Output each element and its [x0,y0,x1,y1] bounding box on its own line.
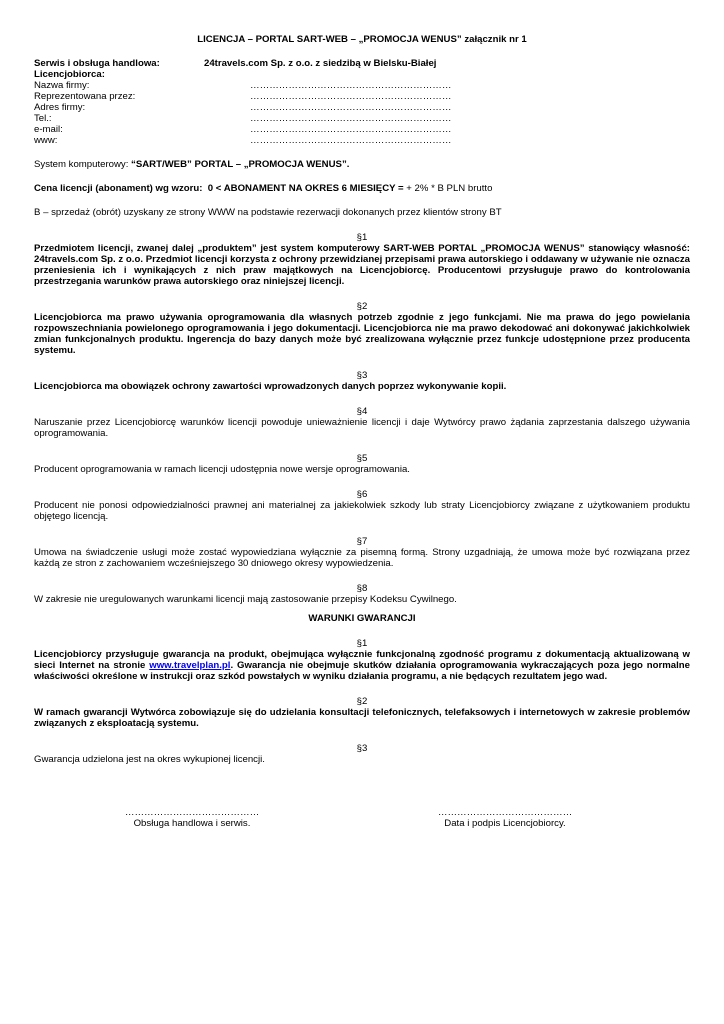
field-label: Reprezentowana przez: [34,91,136,102]
licensee-fields [34,80,690,146]
field-value: ……………………………………………………… [250,102,452,113]
warranty-heading: WARUNKI GWARANCJI [308,613,416,624]
section-1 [34,232,690,287]
field-label: www: [34,135,58,146]
licensee-field [34,113,690,124]
field-label: Tel.: [34,113,52,124]
signature-right [405,808,605,829]
licensee-field [34,135,690,146]
travelplan-link[interactable]: www.travelplan.pl [149,660,231,671]
warranty-section-2 [34,696,690,729]
section-text: Licencjobiorca ma obowiązek ochrony zawartości wprowadzonych danych poprzez wykonywanie kopii. [34,381,507,392]
field-value: ……………………………………………………… [250,80,452,91]
service-label: Serwis i obsługa handlowa: [34,58,160,69]
warranty-section-3 [34,743,690,765]
price-formula: 0 < ABONAMENT NA OKRES 6 MIESIĘCY = [207,183,404,194]
section-text [34,649,690,682]
section-8 [34,583,690,605]
system-line [34,159,690,170]
signature-line: …………………………………… [124,807,260,818]
price-label: Cena licencji (abonament) wg wzoru: [34,183,203,194]
licensee-heading: Licencjobiorca: [34,69,105,80]
section-number: §5 [356,453,368,464]
signature-label: Obsługa handlowa i serwis. [133,818,251,829]
section-text: W zakresie nie uregulowanych warunkami licencji mają zastosowanie przepisy Kodeksu Cywilnego. [34,594,457,605]
section-number: §3 [356,370,368,381]
section-5 [34,453,690,475]
section-number: §1 [356,232,368,243]
section-3 [34,370,690,392]
system-label: System komputerowy: [34,159,129,170]
section-number: §6 [356,489,368,500]
section-text: Przedmiotem licencji, zwanej dalej „produktem” jest system komputerowy SART-WEB PORTAL „PROMOCJA WENUS” stanowiący własność: 24travels.com Sp. z o.o. Przedmiot licencji korzysta z ochrony przewidzianej przepisami prawa autorskiego i oddawany w używanie nie oznacza przeniesienia ich i wynikających z nich praw majątkowych na Licencjobiorcę. Producentowi przysługuje prawo do kontrolowania przestrzegania warunków prawa autorskiego oraz niniejszej licencji. [34,243,690,287]
licensee-field [34,80,690,91]
section-number: §2 [356,696,368,707]
signature-line: …………………………………… [437,807,573,818]
section-text: Producent oprogramowania w ramach licencji udostępnia nowe wersje oprogramowania. [34,464,410,475]
field-label: Adres firmy: [34,102,86,113]
field-value: ……………………………………………………… [250,124,452,135]
system-value: “SART/WEB” PORTAL – „PROMOCJA WENUS”. [131,159,350,170]
signature-label: Data i podpis Licencjobiorcy. [444,818,566,829]
price-line [34,183,690,194]
field-value: ……………………………………………………… [250,113,452,124]
section-text: Producent nie ponosi odpowiedzialności prawnej ani materialnej za jakiekolwiek szkody lub straty Licencjobiorcy związane z użytkowaniem produktu objętego licencją. [34,500,690,522]
section-2 [34,301,690,356]
licensee-field [34,102,690,113]
section-number: §1 [356,638,368,649]
licensee-field [34,124,690,135]
field-label: Nazwa firmy: [34,80,90,91]
price-formula-rest: + 2% * B PLN brutto [403,183,493,194]
section-number: §3 [356,743,368,754]
signature-left [92,808,292,829]
section-text: Licencjobiorca ma prawo używania oprogramowania dla własnych potrzeb zgodnie z jego funkcjami. Nie ma prawa do jego powielania rozpowszechniania powielonego oprogramowania i jego dokumentacji. Licencjobiorca nie ma prawo dekodować ani dokonywać jakichkolwiek zmian funkcjonalnych produktu. Ingerencja do bazy danych może być zrealizowana wyłącznie przez funkcje udostępnione przez producenta systemu. [34,312,690,356]
section-number: §7 [356,536,368,547]
warranty-text-start: Licencjobiorcy przysługuje gwarancja na produkt, obejmująca wyłącznie funkcjonalną zgodność programu z dokumentacją aktualizowaną w sieci Internet na stronie [34,649,690,671]
field-value: ……………………………………………………… [250,91,452,102]
section-number: §2 [356,301,368,312]
warranty-section-1 [34,638,690,682]
section-7 [34,536,690,569]
section-text: Naruszanie przez Licencjobiorcę warunków licencji powoduje unieważnienie licencji i daje Wytwórcy prawo żądania zaprzestania dalszego używania oprogramowania. [34,417,690,439]
section-6 [34,489,690,522]
service-value: 24travels.com Sp. z o.o. z siedzibą w Bielsku-Białej [204,58,437,69]
b-definition: B – sprzedaż (obrót) uzyskany ze strony WWW na podstawie rezerwacji dokonanych przez klientów strony BT [34,207,502,218]
document-title: LICENCJA – PORTAL SART-WEB – „PROMOCJA WENUS” załącznik nr 1 [197,34,527,45]
section-text: Umowa na świadczenie usługi może zostać wypowiedziana wyłącznie za pisemną formą. Strony uzgadniają, że umowa może być rozwiązana przez każdą ze stron z zachowaniem wcześniejszego 30 dniowego okresy wypowiedzenia. [34,547,690,569]
section-4 [34,406,690,439]
section-number: §8 [356,583,368,594]
license-document [34,34,690,765]
section-text: Gwarancja udzielona jest na okres wykupionej licencji. [34,754,265,765]
warranty-text-end: . Gwarancja nie obejmuje skutków działania oprogramowania wykraczających poza jego normalne właściwości określone w instrukcji oraz szkód powstałych w wyniku działania programu, a nie będących rezultatem jego wad. [34,660,690,682]
section-number: §4 [356,406,368,417]
field-value: ……………………………………………………… [250,135,452,146]
section-text: W ramach gwarancji Wytwórca zobowiązuje się do udzielania konsultacji telefonicznych, telefaksowych i internetowych w zakresie problemów związanych z eksploatacją systemu. [34,707,690,729]
licensee-field [34,91,690,102]
service-row [34,58,690,69]
field-label: e-mail: [34,124,63,135]
